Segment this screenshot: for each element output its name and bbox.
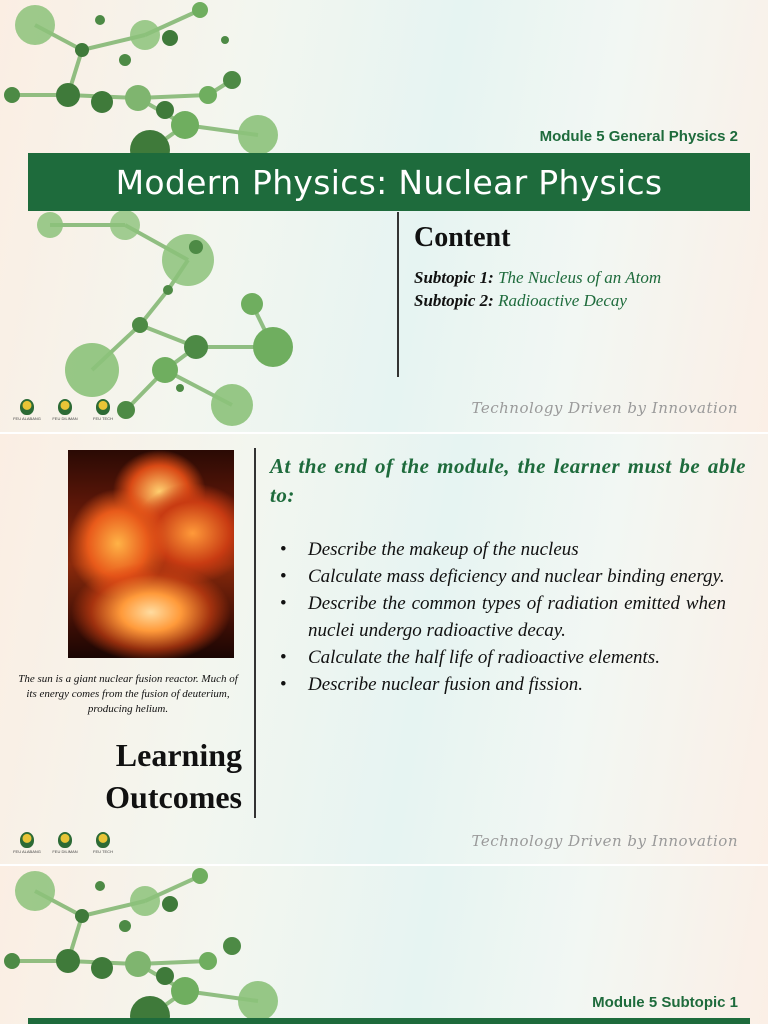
- learning-outcomes-heading: [105, 734, 242, 818]
- heading-line-1: Learning: [115, 737, 242, 773]
- slide-learning-outcomes: [0, 434, 768, 864]
- module-label: Module 5 General Physics 2: [539, 128, 738, 145]
- subtopic-2-label: Subtopic 2:: [414, 291, 494, 310]
- feu-alabang-logo: FEU ALABANG: [14, 832, 40, 854]
- list-item: • Describe the common types of radiation emitted when nuclei undergo radioactive decay.: [276, 590, 726, 644]
- school-logos: [14, 832, 116, 854]
- tagline: Technology Driven by Innovation: [471, 399, 738, 417]
- goal-statement: At the end of the module, the learner must be able to:: [270, 454, 746, 507]
- list-item: • Describe the makeup of the nucleus: [276, 536, 726, 563]
- slide-title-bar: Modern Physics: Nuclear Physics: [28, 153, 750, 211]
- feu-diliman-logo: FEU DILIMAN: [52, 832, 78, 854]
- feu-diliman-logo: FEU DILIMAN: [52, 399, 78, 421]
- slide-subtopic: [0, 866, 768, 1024]
- heading-line-2: Outcomes: [105, 779, 242, 815]
- subtopic-2: [414, 291, 627, 311]
- school-logos: [14, 399, 116, 421]
- outcomes-list: [276, 536, 726, 698]
- list-item: • Describe nuclear fusion and fission.: [276, 671, 726, 698]
- slide-title-bar: [28, 1018, 750, 1024]
- list-item: • Calculate the half life of radioactive elements.: [276, 644, 726, 671]
- image-caption: The sun is a giant nuclear fusion reactor. Much of its energy comes from the fusion of deuterium, producing helium.: [18, 673, 238, 715]
- molecule-decoration: [0, 0, 300, 432]
- divider-line: [397, 212, 399, 377]
- feu-tech-logo: FEU TECH: [90, 399, 116, 421]
- module-label: Module 5 Subtopic 1: [592, 994, 738, 1011]
- subtopic-1-title: The Nucleus of an Atom: [498, 268, 662, 287]
- subtopic-2-title: Radioactive Decay: [498, 291, 627, 310]
- slide-title: [0, 0, 768, 432]
- content-heading: Content: [414, 222, 511, 253]
- subtopic-1-label: Subtopic 1:: [414, 268, 494, 287]
- divider-line: [254, 448, 256, 818]
- list-item: • Calculate mass deficiency and nuclear binding energy.: [276, 563, 726, 590]
- sun-image: [68, 450, 234, 658]
- subtopic-1: [414, 268, 661, 288]
- feu-alabang-logo: FEU ALABANG: [14, 399, 40, 421]
- molecule-decoration: [0, 866, 300, 1024]
- tagline: Technology Driven by Innovation: [471, 832, 738, 850]
- feu-tech-logo: FEU TECH: [90, 832, 116, 854]
